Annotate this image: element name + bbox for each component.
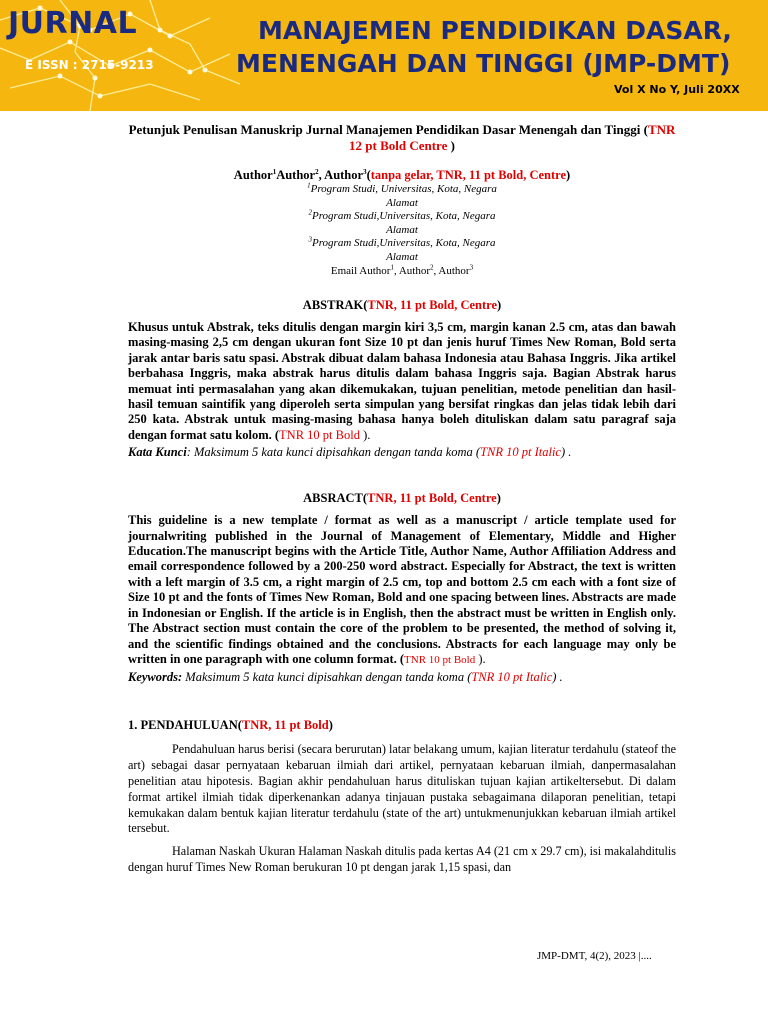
format-note: TNR, 11 pt Bold, Centre bbox=[367, 298, 498, 312]
page-footer: JMP-DMT, 4(2), 2023 |.... bbox=[537, 950, 652, 962]
keywords-line: Keywords: Maksimum 5 kata kunci dipisahkan dengan tanda koma (TNR 10 pt Italic) . bbox=[128, 670, 563, 685]
affiliation-address: Alamat bbox=[386, 223, 418, 236]
abstrak-heading: ABSTRAK(TNR, 11 pt Bold, Centre) bbox=[302, 298, 502, 312]
affiliation: $^2$Program Studi,Universitas, Kota, Negara bbox=[308, 208, 496, 222]
abstract-body: This guideline is a new template / format as well as a manuscript / article template used for journalwriting published in the Journal of Management of Elementary, Middle and Higher Education.The manuscript begins with the Article Title, Author Name, Author Affiliation Address and email correspondence followed by a 200-250 word abstract. Especially for Abstract, the text is written with a left margin of 3.5 cm, a right margin of 2.5 cm, top and bottom 2.5 cm each with a font size of Size 10 pt and the fonts of Times New Roman, Bold and one spacing between lines. Abstracts are made in Indonesian or English. If the article is in English, then the abstract must be written in English only. The Abstract section must contain the core of the problem to be presented, the method of solving it, and the scientific findings obtained and the conclusions. Abstracts for each language may only be written in one paragraph with one column format. (TNR 10 pt Bold ). bbox=[128, 513, 676, 666]
format-note: TNR 10 pt Bold bbox=[404, 653, 476, 666]
paragraph: Halaman Naskah Ukuran Halaman Naskah ditulis pada kertas A4 (21 cm x 29.7 cm), isi makalahditulis dengan huruf Times New Roman berukuran 10 pt dengan jarak 1,15 spasi, dan bbox=[128, 844, 676, 874]
affiliation-address: Alamat bbox=[386, 196, 418, 209]
email-line: Email Author$^1$, Author$^2$, Author$^3$ bbox=[330, 263, 474, 277]
kata-kunci-line: Kata Kunci: Maksimum 5 kata kunci dipisahkan dengan tanda koma (TNR 10 pt Italic) . bbox=[128, 445, 572, 460]
document-body bbox=[128, 122, 676, 876]
format-note: TNR 12 pt Bold Centre bbox=[349, 122, 676, 153]
affiliation-address: Alamat bbox=[386, 250, 418, 263]
paragraph: Pendahuluan harus berisi (secara berurutan) latar belakang umum, kajian literatur terdahulu (stateof the art) sebagai dasar pernyataan kebaruan ilmiah dari artikel, pernyataan kebaruan ilmiah, danpermasalahan penelitian atau hipotesis. Bagian akhir pendahuluan harus dituliskan tujuan kajian artikeltersebut. Di dalam format artikel ilmiah tidak diperkenankan adanya tinjauan pustaka sebagaimana dilaporan penelitian, tetapi kemukakan dalam bentuk kajian literatur terdahulu (state of the art) untukmenunjukkan kebaruan ilmiah artikel tersebut. bbox=[128, 742, 676, 836]
volume-label: Vol X No Y, Juli 20XX bbox=[614, 83, 740, 96]
format-note: TNR 10 pt Italic bbox=[480, 445, 561, 460]
format-note: TNR 10 pt Italic bbox=[471, 670, 553, 685]
abstrak-body: Khusus untuk Abstrak, teks ditulis dengan margin kiri 3,5 cm, margin kanan 2.5 cm, atas dan bawah masing-masing 2,5 cm dengan ukuran font Size 10 pt dan jenis huruf Times New Roman, Bold serta jarak antar baris satu spasi. Abstrak dibuat dalam bahasa Indonesia atau Bahasa Inggris. Jika artikel berbahasa Inggris, maka abstrak harus ditulis dalam bahasa Inggris saja. Bagian Abstrak harus memuat inti permasalahan yang akan dikemukakan, tujuan penelitian, metode penelitian dan hasil-hasil temuan saintifik yang diperoleh serta simpulan yang bersifat ringkas dan jelas tidak lebih dari 250 kata. Abstrak untuk masing-masing bahasa hanya boleh dituliskan dalam satu paragraf saja dengan format satu kolom. (TNR 10 pt Bold ). bbox=[128, 320, 676, 442]
format-note: tanpa gelar, TNR, 11 pt Bold, Centre bbox=[370, 168, 567, 182]
format-note: TNR, 11 pt Bold bbox=[241, 718, 329, 733]
journal-banner bbox=[0, 0, 768, 111]
section-heading-pendahuluan: 1. PENDAHULUAN(TNR, 11 pt Bold) bbox=[128, 718, 333, 733]
journal-label: JURNAL bbox=[8, 6, 138, 41]
journal-title-line2: MENENGAH DAN TINGGI (JMP-DMT) bbox=[236, 49, 731, 78]
format-note: TNR 10 pt Bold bbox=[279, 427, 360, 442]
affiliation: $^1$Program Studi, Universitas, Kota, Negara bbox=[307, 181, 497, 195]
affiliation: $^3$Program Studi,Universitas, Kota, Negara bbox=[308, 235, 496, 249]
affiliation-list bbox=[128, 183, 676, 264]
article-title: Petunjuk Penulisan Manuskrip Jurnal Manajemen Pendidikan Dasar Menengah dan Tinggi (TNR 12 pt Bold Centre ) bbox=[128, 122, 676, 153]
abstract-heading: ABSRACT(TNR, 11 pt Bold, Centre) bbox=[303, 491, 501, 506]
journal-title-line1: MANAJEMEN PENDIDIKAN DASAR, bbox=[258, 16, 732, 45]
issn-label: E ISSN : 2715-9213 bbox=[25, 58, 154, 72]
author-line: Author$^1$Author$^2$, Author$^3$(tanpa gelar, TNR, 11 pt Bold, Centre) bbox=[233, 167, 571, 182]
format-note: TNR, 11 pt Bold, Centre bbox=[367, 491, 497, 506]
